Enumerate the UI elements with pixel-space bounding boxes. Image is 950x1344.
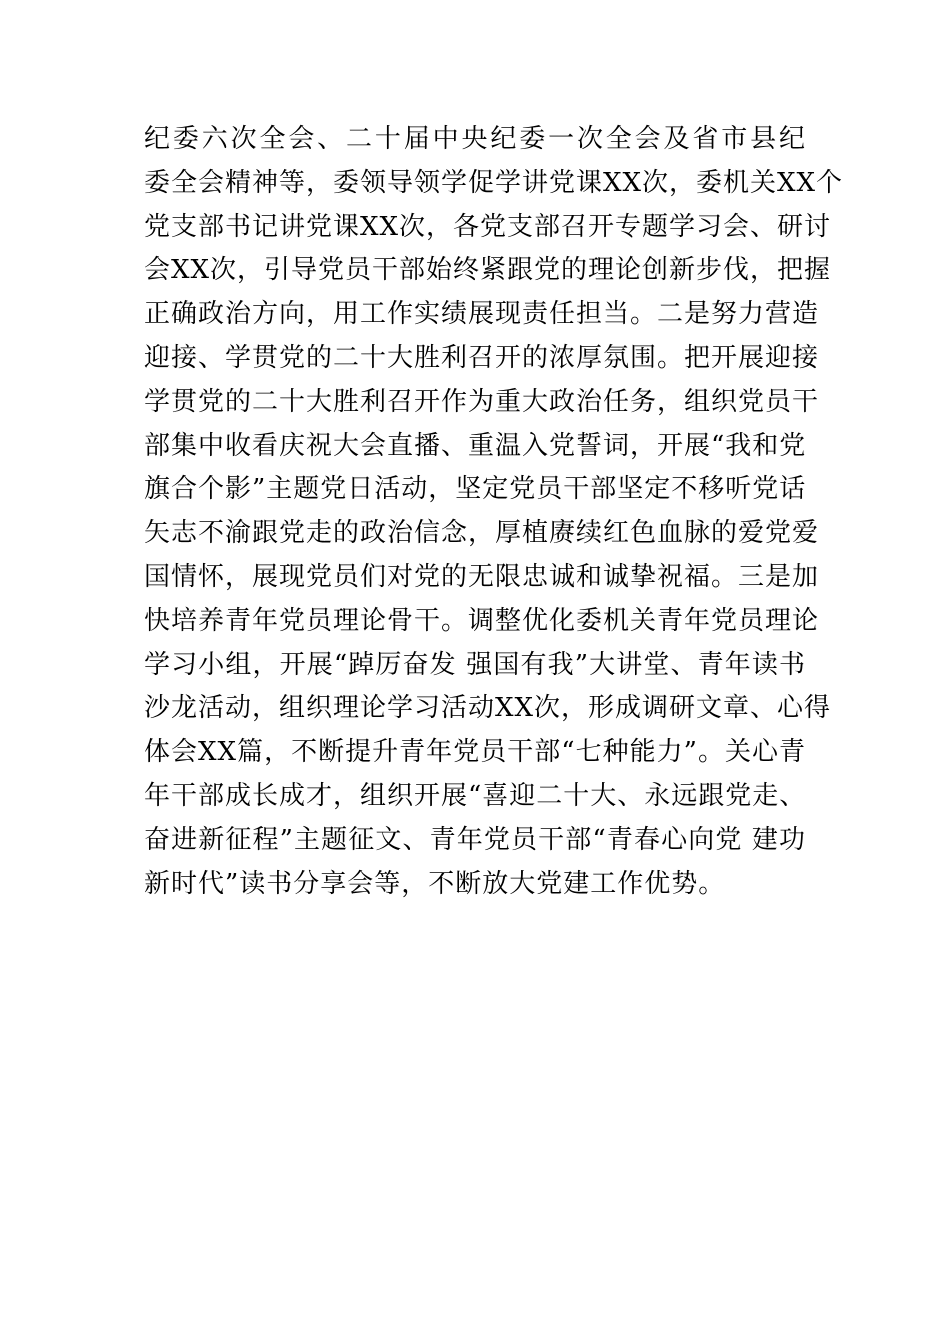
paragraph-line: 新时代”读书分享会等，不断放大党建工作优势。 [144, 868, 726, 899]
paragraph-line: 会XX次，引导党员干部始终紧跟党的理论创新步伐，把握 [144, 255, 832, 286]
body-paragraph [144, 118, 844, 906]
paragraph-line: 年干部成长成才，组织开展“喜迎二十大、永远跟党走、 [144, 780, 807, 811]
paragraph-line: 体会XX篇，不断提升青年党员干部“七种能力”。关心青 [144, 737, 806, 768]
paragraph-line: 矢志不渝跟党走的政治信念，厚植赓续红色血脉的爱党爱 [144, 518, 820, 549]
paragraph-line: 快培养青年党员理论骨干。调整优化委机关青年党员理论 [144, 605, 820, 636]
paragraph-line: 沙龙活动，组织理论学习活动XX次，形成调研文章、心得 [144, 693, 832, 724]
paragraph-line: 国情怀，展现党员们对党的无限忠诚和诚挚祝福。三是加 [144, 561, 820, 592]
paragraph-line: 委全会精神等，委领导领学促学讲党课XX次，委机关XX个 [144, 167, 844, 198]
paragraph-line: 学习小组，开展“踔厉奋发 强国有我”大讲堂、青年读书 [144, 649, 806, 680]
paragraph-line: 正确政治方向，用工作实绩展现责任担当。二是努力营造 [144, 299, 820, 330]
paragraph-line: 党支部书记讲党课XX次，各党支部召开专题学习会、研讨 [144, 211, 832, 242]
paragraph-line: 旗合个影”主题党日活动，坚定党员干部坚定不移听党话 [144, 474, 807, 505]
paragraph-line: 学贯党的二十大胜利召开作为重大政治任务，组织党员干 [144, 386, 820, 417]
paragraph-line: 纪委六次全会、二十届中央纪委一次全会及省市县纪 [144, 124, 806, 154]
paragraph-line: 部集中收看庆祝大会直播、重温入党誓词，开展“我和党 [144, 430, 807, 461]
paragraph-line: 迎接、学贯党的二十大胜利召开的浓厚氛围。把开展迎接 [144, 342, 820, 373]
paragraph-line: 奋进新征程”主题征文、青年党员干部“青春心向党 建功 [144, 824, 806, 855]
